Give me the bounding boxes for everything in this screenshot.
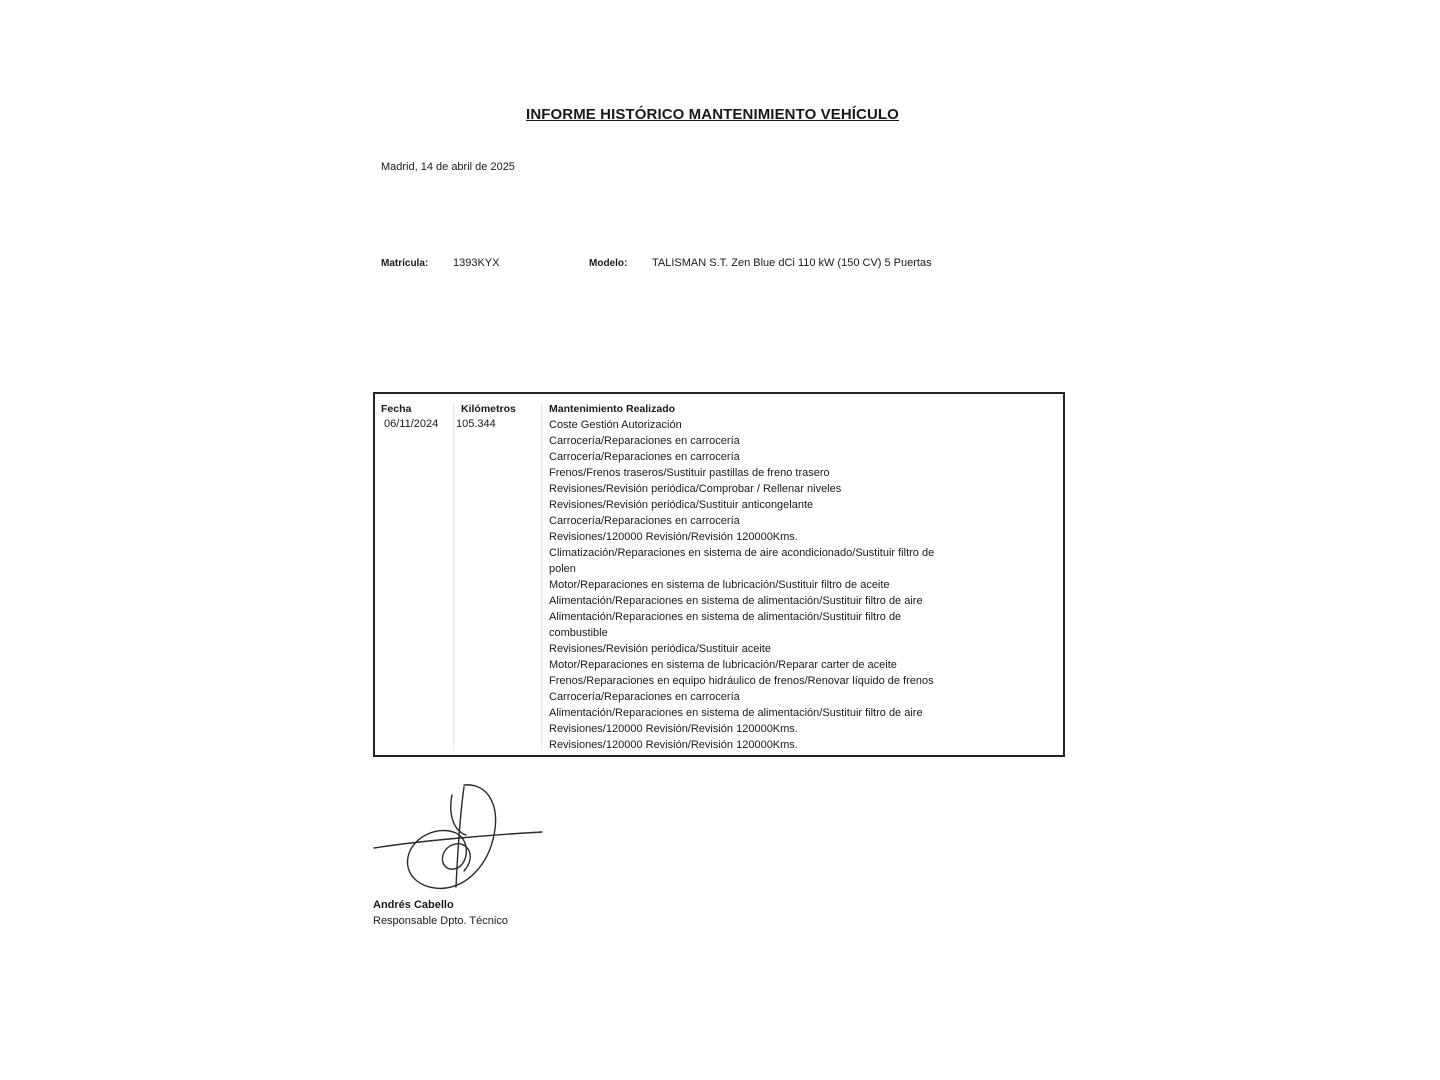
list-item: Motor/Reparaciones en sistema de lubricación/Sustituir filtro de aceite (549, 579, 890, 591)
list-item: Carrocería/Reparaciones en carrocería (549, 515, 740, 527)
plate-value: 1393KYX (453, 257, 500, 269)
list-item: Motor/Reparaciones en sistema de lubricación/Reparar carter de aceite (549, 659, 897, 671)
signature-stroke (451, 795, 466, 835)
maintenance-table (373, 392, 1065, 757)
header-maintenance: Mantenimiento Realizado (549, 403, 676, 415)
list-item: Revisiones/Revisión periódica/Comprobar / Rellenar niveles (549, 483, 842, 495)
maintenance-list (549, 417, 934, 753)
list-item: Climatización/Reparaciones en sistema de aire acondicionado/Sustituir filtro de (549, 547, 935, 559)
list-item: Carrocería/Reparaciones en carrocería (549, 451, 740, 463)
list-item: Carrocería/Reparaciones en carrocería (549, 691, 740, 703)
list-item: polen (549, 563, 576, 575)
signer-role: Responsable Dpto. Técnico (373, 915, 508, 927)
list-item: Revisiones/120000 Revisión/Revisión 120000Kms. (549, 723, 798, 735)
list-item: Alimentación/Reparaciones en sistema de alimentación/Sustituir filtro de (549, 611, 902, 623)
header-date: Fecha (381, 403, 412, 415)
plate-label: Matrícula: (381, 258, 429, 269)
place-date: Madrid, 14 de abril de 2025 (381, 161, 515, 173)
list-item: Coste Gestión Autorización (549, 419, 682, 431)
list-item: Alimentación/Reparaciones en sistema de alimentación/Sustituir filtro de aire (549, 595, 923, 607)
signer-name: Andrés Cabello (373, 899, 454, 911)
cell-km: 105.344 (456, 418, 496, 430)
list-item: Alimentación/Reparaciones en sistema de alimentación/Sustituir filtro de aire (549, 707, 923, 719)
model-value: TALISMAN S.T. Zen Blue dCi 110 kW (150 CV) 5 Puertas (652, 257, 932, 269)
list-item: Revisiones/120000 Revisión/Revisión 120000Kms. (549, 531, 798, 543)
list-item: Revisiones/Revisión periódica/Sustituir aceite (549, 643, 771, 655)
model-label: Modelo: (589, 258, 628, 269)
list-item: Carrocería/Reparaciones en carrocería (549, 435, 740, 447)
header-km: Kilómetros (461, 403, 516, 415)
list-item: Frenos/Frenos traseros/Sustituir pastillas de freno trasero (549, 467, 830, 479)
column-divider (541, 404, 542, 749)
cell-date: 06/11/2024 (384, 418, 439, 430)
list-item: Revisiones/Revisión periódica/Sustituir anticongelante (549, 499, 814, 511)
signature-image (368, 775, 548, 900)
report-title: INFORME HISTÓRICO MANTENIMIENTO VEHÍCULO (526, 106, 899, 123)
list-item: Frenos/Reparaciones en equipo hidráulico de frenos/Renovar líquido de frenos (549, 675, 934, 687)
list-item: Revisiones/120000 Revisión/Revisión 120000Kms. (549, 739, 798, 751)
column-divider (453, 404, 454, 749)
list-item: combustible (549, 627, 608, 639)
